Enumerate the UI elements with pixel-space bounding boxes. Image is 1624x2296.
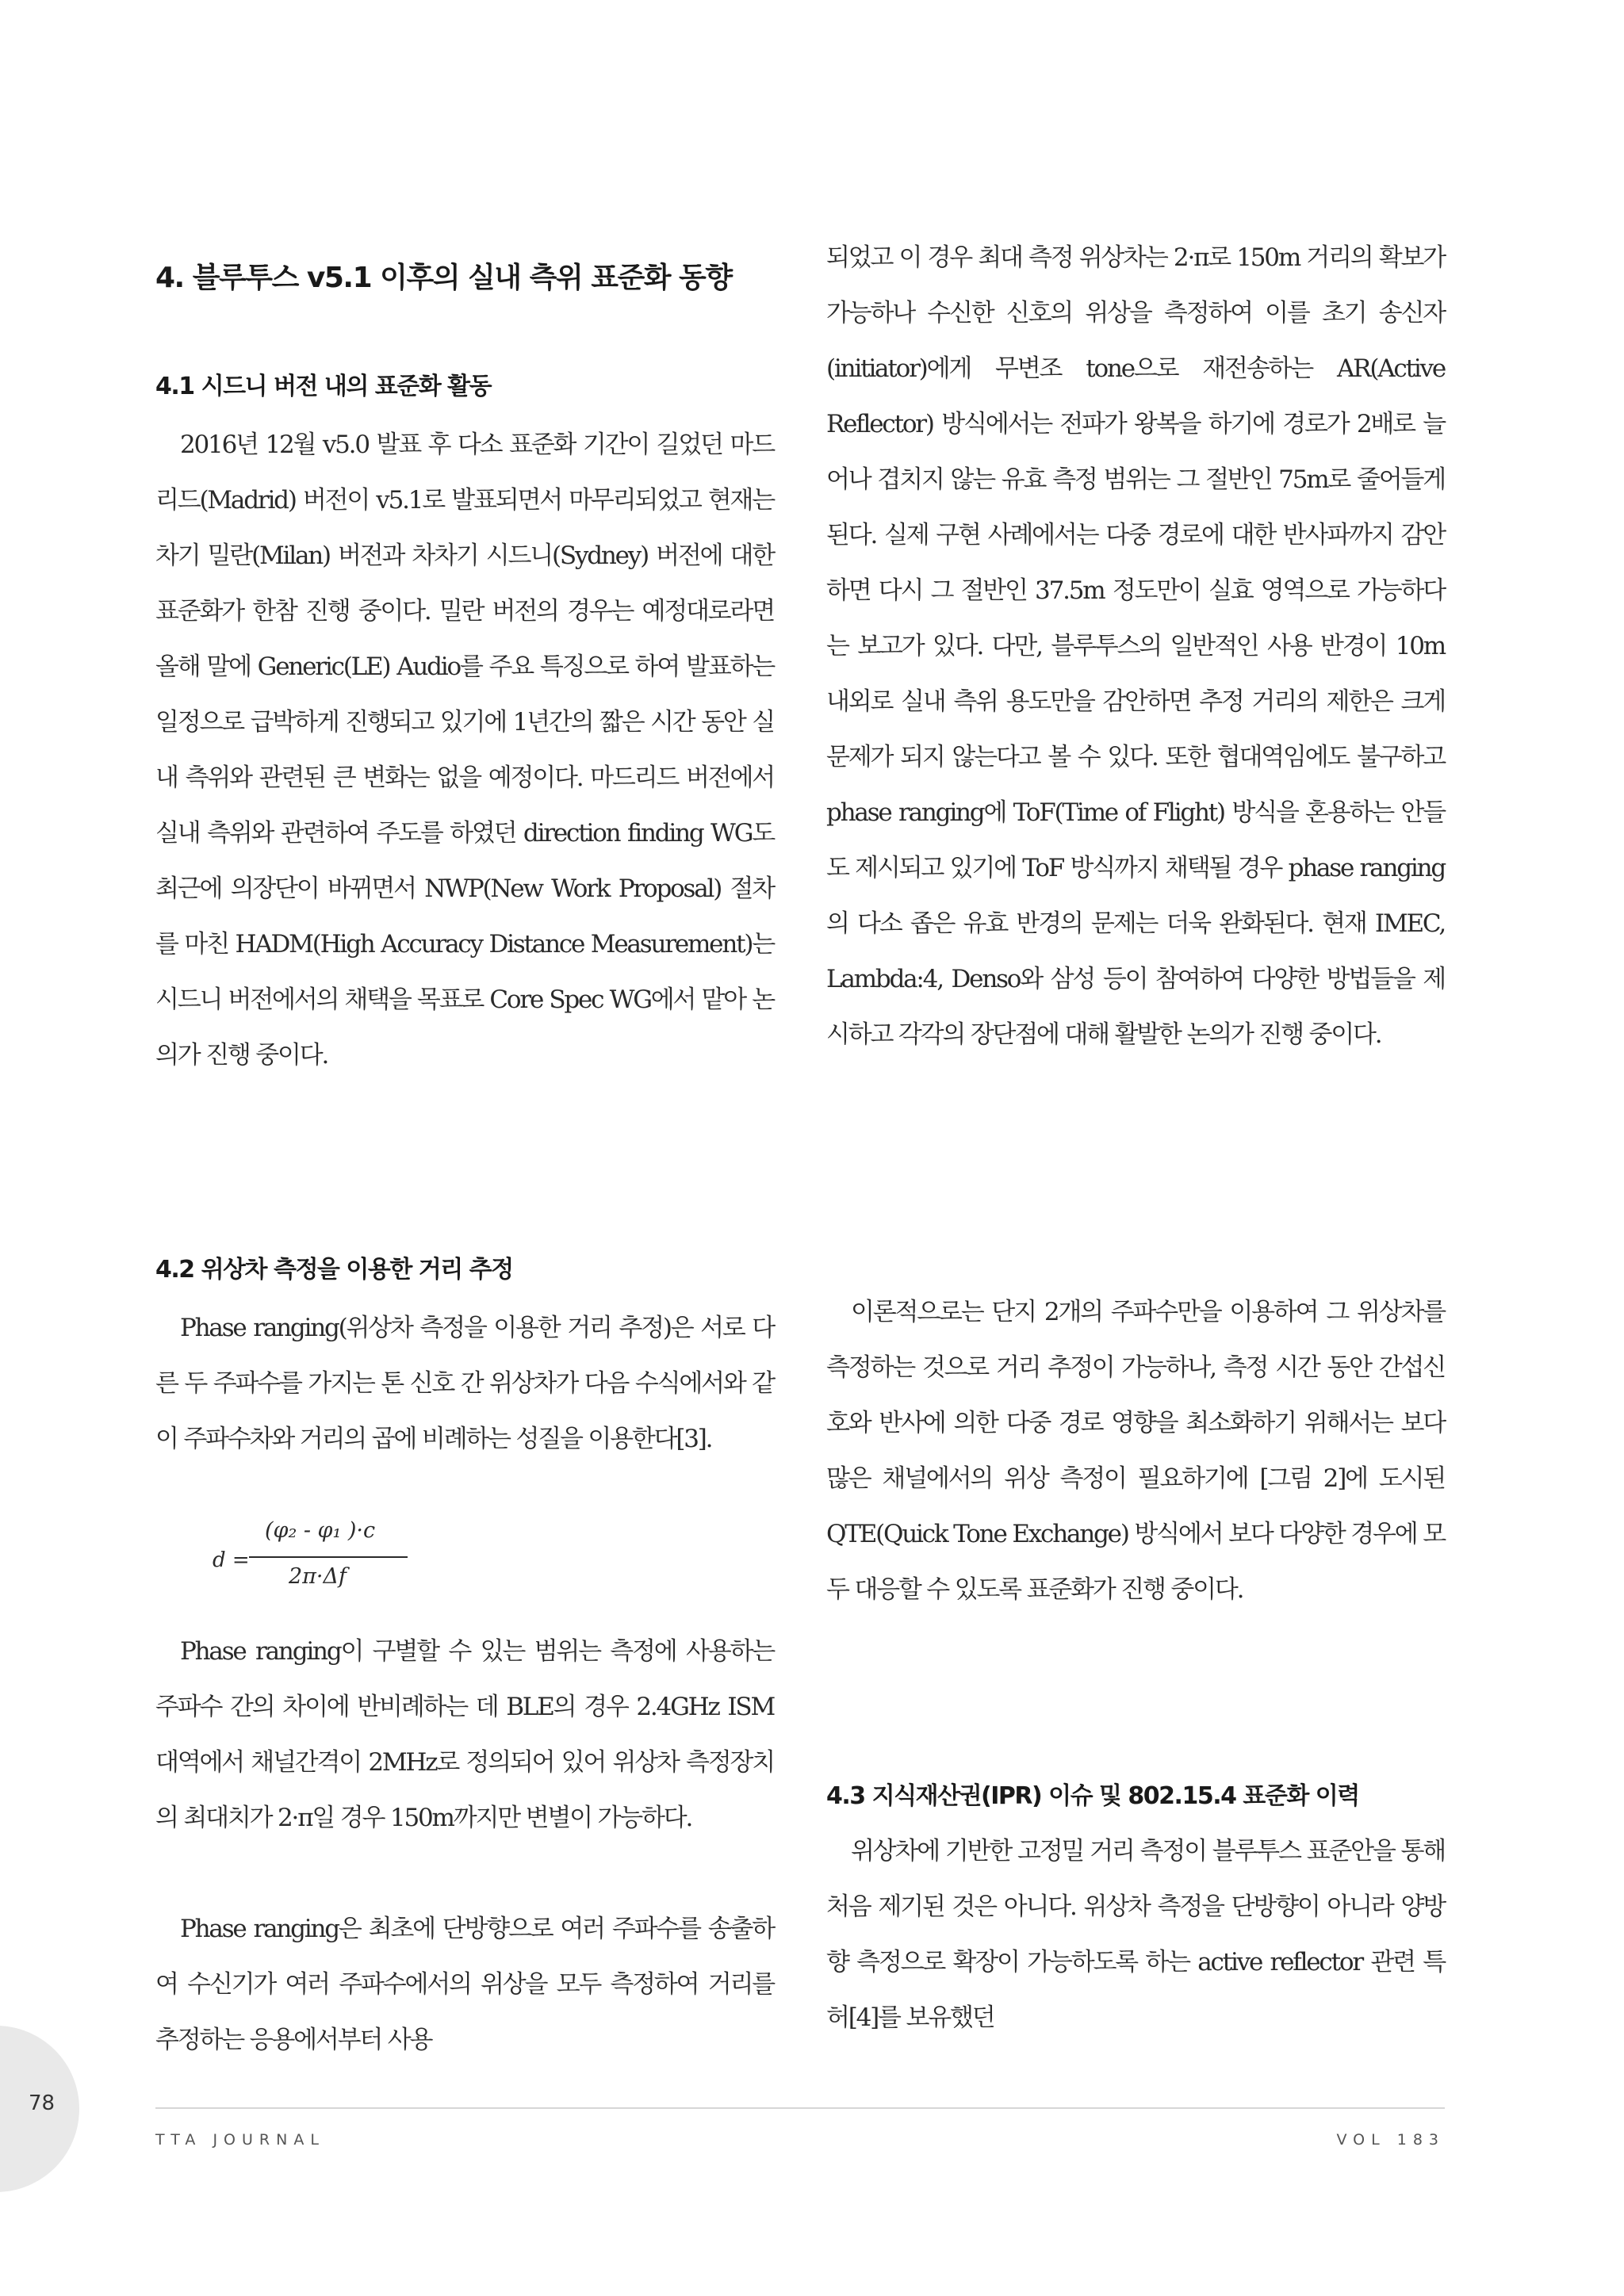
- formula-numerator: (φ₂ - φ₁ )·c: [265, 1518, 376, 1543]
- footer-divider: [155, 2107, 1445, 2109]
- formula-lhs: d =: [213, 1548, 250, 1572]
- paragraph-theory: 이론적으로는 단지 2개의 주파수만을 이용하여 그 위상차를 측정하는 것으로 거리 추정이 가능하나, 측정 시간 동안 간섭신호와 반사에 의한 다중 경로 영향을 최소화하기 위해서는 보다 많은 채널에서의 위상 측정이 필요하기에 [그림 2]에 도시된 QTE(Quick Tone Exchange) 방식에서 보다 다양한 경우에 모두 대응할 수 있도록 표준화가 진행 중이다.: [826, 1298, 1445, 1604]
- journal-name: TTA JOURNAL: [155, 2131, 325, 2149]
- paragraph-4-1: 2016년 12월 v5.0 발표 후 다소 표준화 기간이 길었던 마드리드(Madrid) 버전이 v5.1로 발표되면서 마무리되었고 현재는 차기 밀란(Milan) 버전과 차차기 시드니(Sydney) 버전에 대한 표준화가 한참 진행 중이다. 밀란 버전의 경우는 예정대로라면 올해 말에 Generic(LE) Audio를 주요 특징으로 하여 발표하는 일정으로 급박하게 진행되고 있기에 1년간의 짧은 시간 동안 실내 측위와 관련된 큰 변화는 없을 예정이다. 마드리드 버전에서 실내 측위와 관련하여 주도를 하였던 direction finding WG도 최근에 의장단이 바뀌면서 NWP(New Work Proposal) 절차를 마친 HADM(High Accuracy Distance Measurement)는 시드니 버전에서의 채택을 목표로 Core Spec WG에서 맡아 논의가 진행 중이다.: [155, 430, 774, 1070]
- paragraph-4-3: 위상차에 기반한 고정밀 거리 측정이 블루투스 표준안을 통해 처음 제기된 것은 아니다. 위상차 측정을 단방향이 아니라 양방향 측정으로 확장이 가능하도록 하는 active reflector 관련 특허[4]를 보유했던: [826, 1837, 1445, 2032]
- paragraph-continued: 되었고 이 경우 최대 측정 위상차는 2·π로 150m 거리의 확보가 가능하나 수신한 신호의 위상을 측정하여 이를 초기 송신자(initiator)에게 무변조 tone으로 재전송하는 AR(Active Reflector) 방식에서는 전파가 왕복을 하기에 경로가 2배로 늘어나 겹치지 않는 유효 측정 범위는 그 절반인 75m로 줄어들게 된다. 실제 구현 사례에서는 다중 경로에 대한 반사파까지 감안하면 다시 그 절반인 37.5m 정도만이 실효 영역으로 가능하다는 보고가 있다. 다만, 블루투스의 일반적인 사용 반경이 10m 내외로 실내 측위 용도만을 감안하면 추정 거리의 제한은 크게 문제가 되지 않는다고 볼 수 있다. 또한 협대역임에도 불구하고 phase ranging에 ToF(Time of Flight) 방식을 혼용하는 안들도 제시되고 있기에 ToF 방식까지 채택될 경우 phase ranging의 다소 좁은 유효 반경의 문제는 더욱 완화된다. 현재 IMEC, Lambda:4, Denso와 삼성 등이 참여하여 다양한 방법들을 제시하고 각각의 장단점에 대해 활발한 논의가 진행 중이다.: [826, 243, 1445, 1049]
- volume-label: VOL 183: [1336, 2131, 1445, 2149]
- subsection-title-4-3: 4.3 지식재산권(IPR) 이슈 및 802.15.4 표준화 이력: [826, 1782, 1359, 1810]
- section-title: 4. 블루투스 v5.1 이후의 실내 측위 표준화 동향: [155, 262, 732, 294]
- formula-denominator: 2π·Δf: [289, 1564, 347, 1589]
- paragraph-4-2-range: Phase ranging이 구별할 수 있는 범위는 측정에 사용하는 주파수 간의 차이에 반비례하는 데 BLE의 경우 2.4GHz ISM 대역에서 채널간격이 2MHz로 정의되어 있어 위상차 측정장치의 최대치가 2·π일 경우 150m까지만 변별이 가능하다.: [155, 1637, 774, 1832]
- subsection-title-4-2: 4.2 위상차 측정을 이용한 거리 추정: [155, 1256, 513, 1284]
- distance-formula: [213, 1518, 569, 1613]
- fraction-bar: [249, 1556, 408, 1558]
- page-number: 78: [29, 2091, 56, 2115]
- paragraph-4-2-intro: Phase ranging(위상차 측정을 이용한 거리 추정)은 서로 다른 두 주파수를 가지는 톤 신호 간 위상차가 다음 수식에서와 같이 주파수차와 거리의 곱에 비례하는 성질을 이용한다[3].: [155, 1314, 774, 1453]
- subsection-title-4-1: 4.1 시드니 버전 내의 표준화 활동: [155, 373, 492, 400]
- paragraph-4-2-history: Phase ranging은 최초에 단방향으로 여러 주파수를 송출하여 수신기가 여러 주파수에서의 위상을 모두 측정하여 거리를 추정하는 응용에서부터 사용: [155, 1915, 774, 2054]
